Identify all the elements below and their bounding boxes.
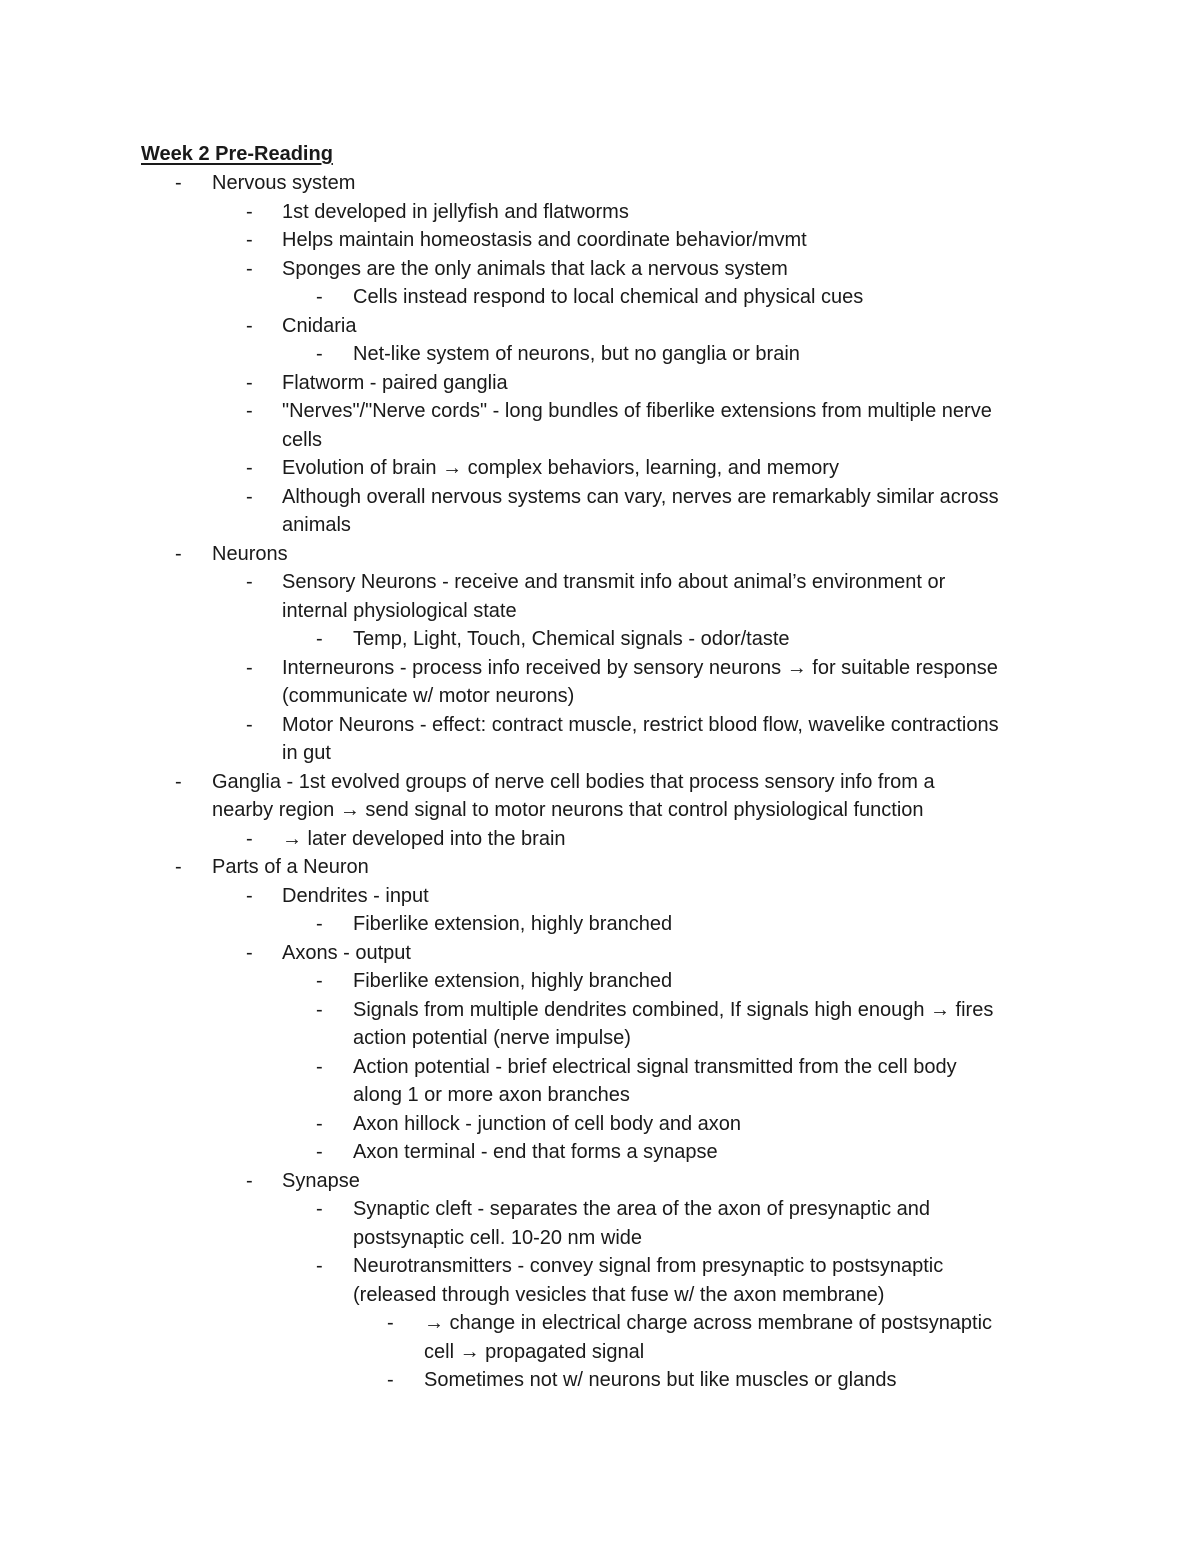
list-item-text: → later developed into the brain [282, 827, 566, 850]
bullet-dash: - [246, 1169, 253, 1192]
bullet-dash: - [246, 229, 253, 251]
list-item-text: Ganglia - 1st evolved groups of nerve cell bodies that process sensory info from a [212, 770, 935, 793]
bullet-dash: - [316, 913, 323, 935]
bullet-dash: - [316, 1055, 323, 1078]
bullet-dash: - [316, 1112, 323, 1135]
list-item [0, 853, 1200, 882]
bullet-dash: - [316, 286, 323, 308]
bullet-dash: - [246, 571, 253, 593]
list-item [0, 967, 1200, 996]
bullet-dash: - [316, 1255, 323, 1277]
list-item-continuation [0, 739, 1200, 768]
list-item-continuation [0, 682, 1200, 711]
list-item-text: "Nerves"/"Nerve cords" - long bundles of fiberlike extensions from multiple nerve [282, 400, 992, 422]
document-title: Week 2 Pre-Reading [141, 143, 333, 165]
bullet-dash: - [387, 1369, 394, 1391]
list-item [0, 1053, 1200, 1082]
list-item [0, 768, 1200, 797]
bullet-dash: - [246, 713, 253, 736]
list-item-text: Fiberlike extension, highly branched [353, 970, 673, 992]
list-item-text: Interneurons - process info received by sensory neurons → for suitable response [282, 656, 998, 679]
bullet-dash: - [316, 1141, 323, 1163]
list-item-text: Sensory Neurons - receive and transmit info about animal’s environment or [282, 571, 946, 593]
list-item-text: Fiberlike extension, highly branched [353, 913, 673, 935]
list-item [0, 1309, 1200, 1338]
list-item-text: Net-like system of neurons, but no ganglia or brain [353, 343, 800, 365]
bullet-dash: - [175, 770, 182, 793]
list-item-text: in gut [282, 742, 331, 764]
list-item-text: Neurotransmitters - convey signal from presynaptic to postsynaptic [353, 1255, 944, 1277]
list-item [0, 996, 1200, 1025]
list-item-continuation [0, 1281, 1200, 1310]
bullet-dash: - [246, 314, 253, 337]
list-item [0, 1167, 1200, 1196]
list-item [0, 483, 1200, 512]
list-item-text: Parts of a Neuron [212, 856, 369, 878]
list-item-text: Axon terminal - end that forms a synapse [353, 1141, 718, 1163]
bullet-dash: - [246, 257, 253, 280]
list-item-text: Temp, Light, Touch, Chemical signals - odor/taste [353, 628, 790, 650]
list-item-text: Helps maintain homeostasis and coordinate behavior/mvmt [282, 229, 807, 251]
list-item-text: Action potential - brief electrical signal transmitted from the cell body [353, 1055, 957, 1078]
bullet-dash: - [246, 371, 253, 394]
list-item-text: Axon hillock - junction of cell body and axon [353, 1112, 742, 1135]
bullet-dash: - [387, 1312, 394, 1334]
list-item [0, 654, 1200, 683]
list-item-text: (communicate w/ motor neurons) [282, 685, 575, 707]
list-item [0, 939, 1200, 968]
list-item-text: → change in electrical charge across membrane of postsynaptic [424, 1312, 993, 1334]
list-item-text: Signals from multiple dendrites combined, If signals high enough → fires [353, 998, 994, 1021]
list-item-text: cells [282, 428, 323, 451]
list-item-text: postsynaptic cell. 10-20 nm wide [353, 1226, 643, 1249]
list-item-text: Nervous system [212, 172, 356, 194]
list-item-text: Neurons [212, 542, 288, 565]
bullet-dash: - [246, 884, 253, 907]
list-item-text: action potential (nerve impulse) [353, 1027, 631, 1049]
list-item-continuation [0, 796, 1200, 825]
list-item-continuation [0, 426, 1200, 455]
list-item [0, 397, 1200, 426]
list-item [0, 169, 1200, 198]
list-item [0, 312, 1200, 341]
list-item-continuation [0, 597, 1200, 626]
list-item [0, 568, 1200, 597]
list-item-text: internal physiological state [282, 599, 517, 622]
bullet-dash: - [316, 970, 323, 992]
list-item-text: 1st developed in jellyfish and flatworms [282, 200, 629, 223]
list-item-text: Cnidaria [282, 314, 357, 337]
list-item [0, 369, 1200, 398]
list-item [0, 1110, 1200, 1139]
list-item [0, 340, 1200, 369]
list-item [0, 1138, 1200, 1167]
list-item-text: cell → propagated signal [424, 1340, 645, 1363]
list-item-text: Cells instead respond to local chemical and physical cues [353, 286, 864, 308]
bullet-dash: - [316, 1198, 323, 1220]
list-item [0, 625, 1200, 654]
list-item-text: along 1 or more axon branches [353, 1084, 630, 1106]
list-item-continuation [0, 1224, 1200, 1253]
list-item [0, 283, 1200, 312]
list-item-text: Evolution of brain → complex behaviors, learning, and memory [282, 457, 839, 479]
bullet-dash: - [246, 656, 253, 679]
list-item [0, 910, 1200, 939]
bullet-dash: - [246, 400, 253, 422]
bullet-dash: - [175, 172, 182, 194]
list-item [0, 198, 1200, 227]
list-item [0, 540, 1200, 569]
list-item [0, 882, 1200, 911]
list-item [0, 1252, 1200, 1281]
list-item-text: nearby region → send signal to motor neurons that control physiological function [212, 799, 924, 821]
list-item-text: Dendrites - input [282, 884, 429, 907]
list-item-text: Sometimes not w/ neurons but like muscles or glands [424, 1369, 897, 1391]
bullet-dash: - [316, 998, 323, 1021]
list-item [0, 711, 1200, 740]
list-item-continuation [0, 1081, 1200, 1110]
list-item-text: Motor Neurons - effect: contract muscle, restrict blood flow, wavelike contractions [282, 713, 999, 736]
list-item [0, 454, 1200, 483]
bullet-dash: - [246, 485, 253, 508]
list-item-continuation [0, 1338, 1200, 1367]
notes-list [0, 169, 1200, 1395]
bullet-dash: - [175, 542, 182, 565]
list-item-text: Synaptic cleft - separates the area of the axon of presynaptic and [353, 1198, 931, 1220]
list-item-continuation [0, 1024, 1200, 1053]
list-item [0, 226, 1200, 255]
list-item-text: animals [282, 514, 351, 536]
list-item [0, 255, 1200, 284]
bullet-dash: - [246, 941, 253, 964]
list-item-continuation [0, 511, 1200, 540]
list-item-text: Although overall nervous systems can vary, nerves are remarkably similar across [282, 485, 999, 508]
list-item-text: (released through vesicles that fuse w/ the axon membrane) [353, 1283, 885, 1306]
bullet-dash: - [175, 856, 182, 878]
list-item [0, 1195, 1200, 1224]
bullet-dash: - [246, 457, 253, 479]
list-item-text: Synapse [282, 1169, 360, 1192]
bullet-dash: - [246, 827, 253, 850]
list-item-text: Sponges are the only animals that lack a nervous system [282, 257, 788, 280]
list-item-text: Flatworm - paired ganglia [282, 371, 508, 394]
list-item-text: Axons - output [282, 941, 411, 964]
list-item [0, 825, 1200, 854]
list-item [0, 1366, 1200, 1395]
bullet-dash: - [316, 628, 323, 650]
bullet-dash: - [246, 200, 253, 223]
bullet-dash: - [316, 343, 323, 365]
